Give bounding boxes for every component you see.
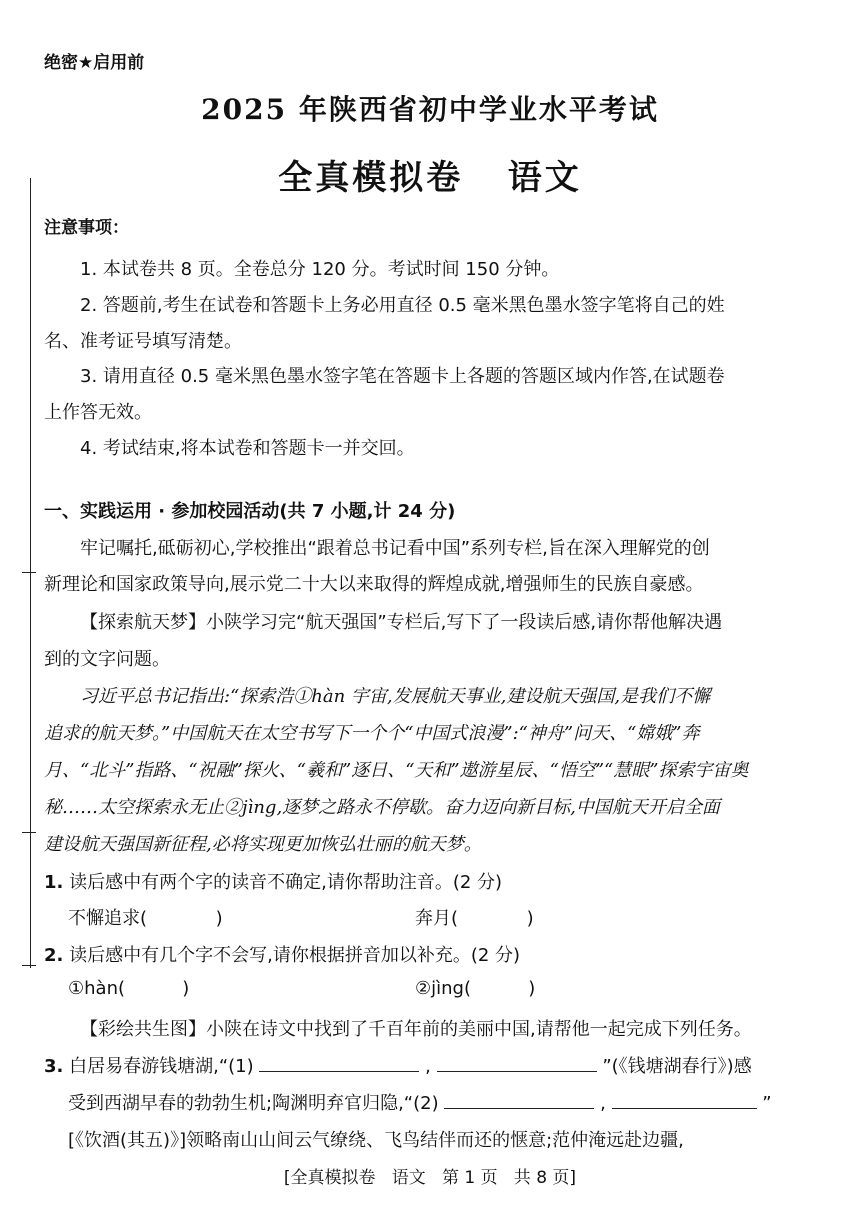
question-3-line: [《饮酒(其五)》]领略南山山间云气缭绕、飞鸟结伴而还的惬意;范仲淹远赴边疆, <box>68 1130 684 1151</box>
task-heading: 【彩绘共生图】小陕在诗文中找到了千百年前的美丽中国,请帮他一起完成下列任务。 <box>80 1019 752 1040</box>
answer-blank[interactable] <box>444 1090 594 1109</box>
reading-passage-line: 建设航天强国新征程,必将实现更加恢弘壮丽的航天梦。 <box>44 834 482 855</box>
exam-title: 2025 年陕西省初中学业水平考试 <box>201 93 659 126</box>
binding-tick <box>22 832 36 833</box>
question-number: 3. <box>44 1056 64 1077</box>
reading-passage-line: 秘……太空探索永无止②jìng,逐梦之路永不停歇。奋力迈向新目标,中国航天开启全面 <box>44 797 720 818</box>
question-number: 2. <box>44 945 64 966</box>
section-heading: 一、实践运用 · 参加校园活动(共 7 小题,计 24 分) <box>44 501 456 522</box>
question-text: 读后感中有几个字不会写,请你根据拼音加以补充。(2 分) <box>69 945 521 966</box>
question-number: 1. <box>44 872 64 893</box>
notice-item: 名、准考证号填写清楚。 <box>44 331 242 352</box>
notice-item: 3. 请用直径 0.5 毫米黑色墨水签字笔在答题卡上各题的答题区域内作答,在试题卷 <box>80 366 725 387</box>
q2-answer-b[interactable]: ②jìng( ) <box>415 978 536 999</box>
q1-answer-a[interactable]: 不懈追求( ) <box>68 908 223 929</box>
question-2 <box>44 941 819 967</box>
question-3-line <box>68 1089 828 1115</box>
binding-tick <box>22 572 36 573</box>
exam-subtitle: 全真模拟卷 语文 <box>278 158 582 198</box>
binding-line <box>30 178 31 968</box>
q1-answer-b[interactable]: 奔月( ) <box>415 908 534 929</box>
question-text: , <box>425 1056 431 1077</box>
page-footer: [全真模拟卷 语文 第 1 页 共 8 页] <box>283 1168 577 1188</box>
question-text: 白居易春游钱塘湖,“(1) <box>69 1056 254 1077</box>
task-heading: 【探索航天梦】小陕学习完“航天强国”专栏后,写下了一段读后感,请你帮他解决遇 <box>80 612 723 633</box>
answer-blank[interactable] <box>259 1053 419 1072</box>
question-text: 受到西湖早春的勃勃生机;陶渊明弃官归隐,“(2) <box>68 1093 439 1114</box>
notice-item: 4. 考试结束,将本试卷和答题卡一并交回。 <box>80 438 415 459</box>
section-intro: 新理论和国家政策导向,展示党二十大以来取得的辉煌成就,增强师生的民族自豪感。 <box>44 574 704 595</box>
question-text: ”(《钱塘湖春行》)感 <box>602 1056 752 1077</box>
q2-answer-a[interactable]: ①hàn( ) <box>68 978 190 999</box>
answer-blank[interactable] <box>612 1090 757 1109</box>
binding-tick <box>22 965 36 966</box>
reading-passage-line: 习近平总书记指出:“探索浩①hàn 宇宙,发展航天事业,建设航天强国,是我们不懈 <box>80 686 711 707</box>
answer-blank[interactable] <box>437 1053 597 1072</box>
notice-item: 1. 本试卷共 8 页。全卷总分 120 分。考试时间 150 分钟。 <box>80 259 560 280</box>
confidential-mark: 绝密★启用前 <box>44 53 145 73</box>
question-text: , <box>600 1093 606 1114</box>
reading-passage-line: 追求的航天梦。”中国航天在太空书写下一个个“中国式浪漫”:“神舟”问天、“嫦娥”奔 <box>44 723 700 744</box>
reading-passage-line: 月、“北斗”指路、“祝融”探火、“羲和”逐日、“天和”遨游星辰、“悟空”“慧眼”探索宇宙奥 <box>44 760 749 781</box>
notice-item: 2. 答题前,考生在试卷和答题卡上务必用直径 0.5 毫米黑色墨水签字笔将自己的姓 <box>80 295 725 316</box>
question-text: ” <box>762 1093 772 1114</box>
question-text: 读后感中有两个字的读音不确定,请你帮助注音。(2 分) <box>69 872 503 893</box>
notice-heading: 注意事项： <box>44 218 129 238</box>
notice-item: 上作答无效。 <box>44 402 152 423</box>
task-heading: 到的文字问题。 <box>44 649 170 670</box>
question-3-line <box>44 1052 819 1078</box>
section-intro: 牢记嘱托,砥砺初心,学校推出“跟着总书记看中国”系列专栏,旨在深入理解党的创 <box>80 538 710 559</box>
question-1 <box>44 868 819 894</box>
